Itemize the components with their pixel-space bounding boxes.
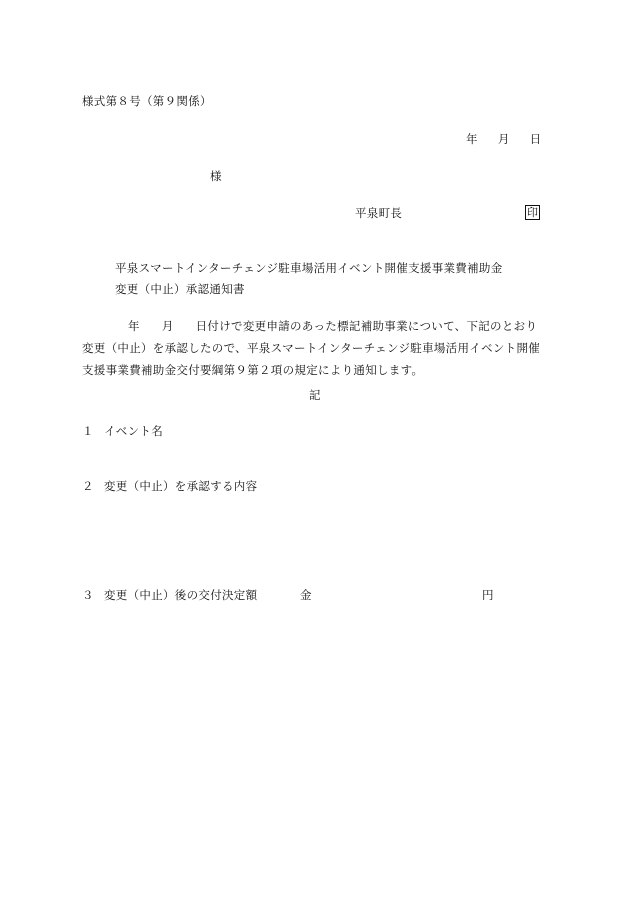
item-number: ２: [82, 479, 94, 493]
date-line: [466, 134, 541, 146]
item-grant-amount: [82, 590, 257, 602]
body-year: 年: [128, 319, 140, 333]
item-event-name: [82, 426, 163, 438]
date-year: 年: [466, 132, 478, 146]
date-month: 月: [497, 132, 510, 146]
item-label: 変更（中止）を承認する内容: [104, 479, 258, 493]
addressee-suffix: 様: [210, 169, 222, 183]
item-number: １: [82, 424, 94, 438]
amount-prefix: 金: [300, 588, 312, 602]
body-line-3: 支援事業費補助金交付要綱第９第２項の規定により通知します。: [82, 363, 424, 377]
document-title-line-2: 変更（中止）承認通知書: [115, 282, 245, 296]
ki-heading: 記: [309, 388, 321, 402]
seal-mark: 印: [527, 206, 539, 219]
sender-title: 平泉町長: [355, 206, 403, 220]
body-paragraph: [82, 315, 552, 381]
item-label: イベント名: [104, 424, 163, 438]
body-line-1: [82, 315, 552, 337]
item-label: 変更（中止）後の交付決定額: [104, 588, 258, 602]
amount-suffix: 円: [482, 588, 494, 602]
item-approved-content: [82, 481, 257, 493]
body-line-1-rest: 日付けで変更申請のあった標記補助事業について、下記のとおり: [195, 319, 538, 333]
form-number: 様式第８号（第９関係）: [82, 94, 212, 108]
body-month: 月: [161, 319, 174, 333]
document-title-line-1: 平泉スマートインターチェンジ駐車場活用イベント開催支援事業費補助金: [115, 261, 503, 275]
item-number: ３: [82, 588, 94, 602]
date-day: 日: [529, 132, 542, 146]
body-line-2: 変更（中止）を承認したので、平泉スマートインターチェンジ駐車場活用イベント開催: [82, 341, 541, 355]
